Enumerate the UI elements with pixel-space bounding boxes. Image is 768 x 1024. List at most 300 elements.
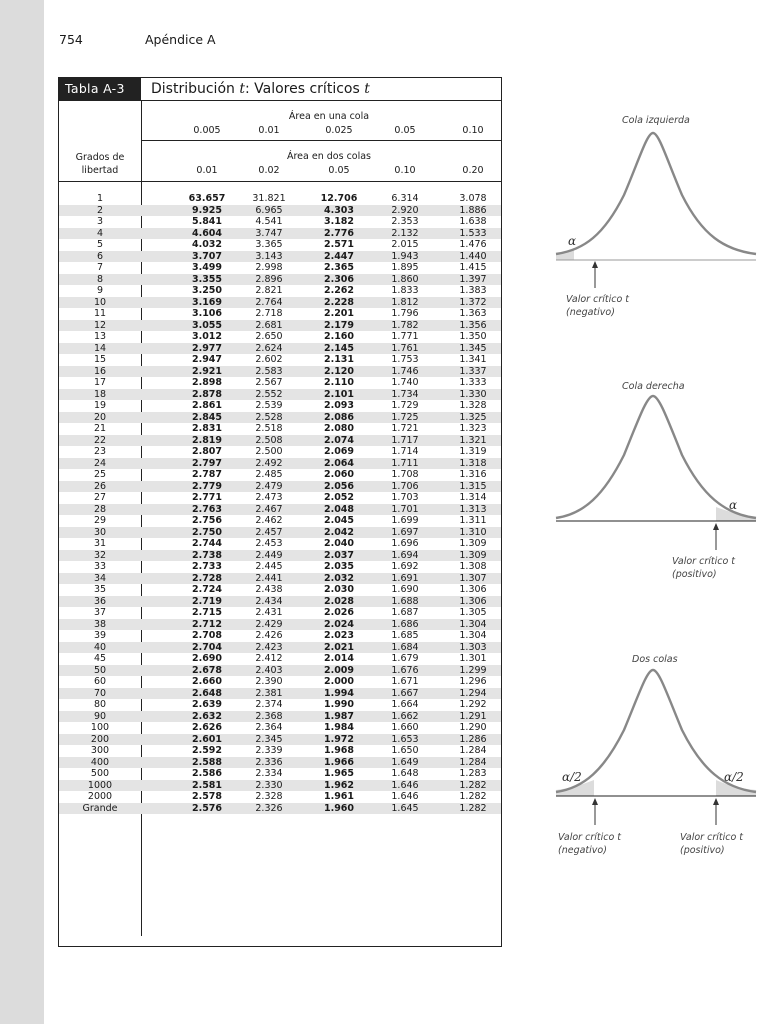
value-cell: 1.284 xyxy=(459,745,487,756)
value-cell: 1.313 xyxy=(459,503,487,515)
one-tail-value: 0.10 xyxy=(462,125,484,136)
value-cell: 1.318 xyxy=(459,457,487,469)
table-row xyxy=(59,550,501,562)
value-cell: 2.690 xyxy=(191,653,223,664)
table-row xyxy=(59,676,501,688)
value-cell: 2.704 xyxy=(191,641,223,653)
right-tail-figure xyxy=(556,381,756,580)
left-tail-arrowhead xyxy=(592,261,598,268)
value-cell: 2.069 xyxy=(323,446,355,457)
two-tail-alpha-left: α/2 xyxy=(562,770,582,784)
value-cell: 2.060 xyxy=(323,469,355,480)
value-cell: 1.301 xyxy=(459,653,487,664)
value-cell: 2.441 xyxy=(255,572,283,584)
df-cell: Grande xyxy=(82,802,118,814)
table-row xyxy=(59,596,501,608)
value-cell: 2.733 xyxy=(191,561,223,572)
value-cell: 2.650 xyxy=(255,331,283,342)
two-tail-right-arrowhead xyxy=(713,798,719,805)
left-tail-caption-2: (negativo) xyxy=(566,307,615,318)
value-cell: 1.290 xyxy=(459,722,487,733)
table-row xyxy=(59,193,501,205)
df-cell: 15 xyxy=(93,354,107,365)
value-cell: 2.921 xyxy=(191,365,223,377)
value-cell: 2.330 xyxy=(255,779,283,791)
value-cell: 1.701 xyxy=(391,503,419,515)
value-cell: 2.426 xyxy=(255,630,283,641)
one-tail-value: 0.05 xyxy=(394,125,416,136)
table-row xyxy=(59,216,501,228)
value-cell: 3.106 xyxy=(191,308,223,319)
value-cell: 1.753 xyxy=(391,354,419,365)
value-cell: 2.306 xyxy=(323,273,355,285)
value-cell: 1.303 xyxy=(459,641,487,653)
value-cell: 1.725 xyxy=(391,411,419,423)
one-tail-value: 0.01 xyxy=(258,125,280,136)
value-cell: 1.686 xyxy=(391,618,419,630)
value-cell: 1.415 xyxy=(459,262,487,273)
value-cell: 2.485 xyxy=(255,469,283,480)
df-cell: 45 xyxy=(93,653,107,664)
value-cell: 1.782 xyxy=(391,319,419,331)
table-row xyxy=(59,446,501,458)
value-cell: 2.040 xyxy=(323,538,355,549)
value-cell: 2.447 xyxy=(323,250,355,262)
table-row xyxy=(59,320,501,332)
value-cell: 4.032 xyxy=(191,239,223,250)
df-cell: 200 xyxy=(90,733,110,745)
value-cell: 2.831 xyxy=(191,423,223,434)
value-cell: 2.719 xyxy=(191,595,223,607)
value-cell: 1.714 xyxy=(391,446,419,457)
table-row xyxy=(59,308,501,320)
value-cell: 1.330 xyxy=(459,388,487,400)
value-cell: 1.440 xyxy=(459,250,487,262)
value-cell: 2.920 xyxy=(391,204,419,216)
value-cell: 2.101 xyxy=(323,388,355,400)
table-row xyxy=(59,205,501,217)
value-cell: 2.632 xyxy=(191,710,223,722)
value-cell: 1.305 xyxy=(459,607,487,618)
df-cell: 21 xyxy=(93,423,107,434)
two-tail-right-caption-1: Valor crítico t xyxy=(680,832,744,843)
value-cell: 2.592 xyxy=(191,745,223,756)
value-cell: 2.581 xyxy=(191,779,223,791)
value-cell: 5.841 xyxy=(191,216,223,227)
value-cell: 1.310 xyxy=(459,526,487,538)
df-cell: 5 xyxy=(96,239,104,250)
table-row xyxy=(59,435,501,447)
value-cell: 12.706 xyxy=(320,193,358,204)
header-bottom-divider xyxy=(59,181,501,182)
value-cell: 2.160 xyxy=(323,331,355,342)
value-cell: 2.145 xyxy=(323,342,355,354)
df-cell: 4 xyxy=(96,227,104,239)
value-cell: 1.706 xyxy=(391,480,419,492)
value-cell: 2.334 xyxy=(255,768,283,779)
value-cell: 6.314 xyxy=(391,193,419,204)
table-row xyxy=(59,423,501,435)
value-cell: 3.169 xyxy=(191,296,223,308)
value-cell: 1.771 xyxy=(391,331,419,342)
value-cell: 1.697 xyxy=(391,526,419,538)
table-row xyxy=(59,412,501,424)
two-tail-value: 0.20 xyxy=(462,165,484,176)
value-cell: 2.578 xyxy=(191,791,223,802)
table-row xyxy=(59,366,501,378)
value-cell: 1.664 xyxy=(391,699,419,710)
value-cell: 2.776 xyxy=(323,227,355,239)
page xyxy=(44,0,768,1024)
table-row xyxy=(59,285,501,297)
value-cell: 2.336 xyxy=(255,756,283,768)
left-tail-caption-1: Valor crítico t xyxy=(566,294,630,305)
df-cell: 33 xyxy=(93,561,107,572)
section-title: Apéndice A xyxy=(145,32,216,47)
value-cell: 2.602 xyxy=(255,354,283,365)
value-cell: 1.984 xyxy=(323,722,355,733)
df-cell: 300 xyxy=(90,745,110,756)
value-cell: 2.132 xyxy=(391,227,419,239)
df-cell: 19 xyxy=(93,400,107,411)
df-cell: 39 xyxy=(93,630,107,641)
value-cell: 2.977 xyxy=(191,342,223,354)
two-tail-figure xyxy=(556,654,756,856)
value-cell: 2.756 xyxy=(191,515,223,526)
table-row xyxy=(59,584,501,596)
value-cell: 1.994 xyxy=(323,687,355,699)
value-cell: 1.721 xyxy=(391,423,419,434)
value-cell: 1.649 xyxy=(391,756,419,768)
value-cell: 2.718 xyxy=(255,308,283,319)
table-row xyxy=(59,331,501,343)
table-row xyxy=(59,228,501,240)
value-cell: 1.660 xyxy=(391,722,419,733)
df-cell: 6 xyxy=(96,250,104,262)
value-cell: 2.807 xyxy=(191,446,223,457)
value-cell: 1.372 xyxy=(459,296,487,308)
value-cell: 1.679 xyxy=(391,653,419,664)
value-cell: 3.365 xyxy=(255,239,283,250)
value-cell: 2.423 xyxy=(255,641,283,653)
table-title: Distribución t: Valores críticos t xyxy=(151,81,370,97)
value-cell: 1.972 xyxy=(323,733,355,745)
value-cell: 1.341 xyxy=(459,354,487,365)
df-cell: 31 xyxy=(93,538,107,549)
value-cell: 1.796 xyxy=(391,308,419,319)
value-cell: 1.860 xyxy=(391,273,419,285)
value-cell: 2.064 xyxy=(323,457,355,469)
value-cell: 2.390 xyxy=(255,676,283,687)
value-cell: 1.987 xyxy=(323,710,355,722)
table-row xyxy=(59,803,501,815)
df-cell: 10 xyxy=(93,296,107,308)
table-row xyxy=(59,377,501,389)
value-cell: 2.552 xyxy=(255,388,283,400)
value-cell: 2.660 xyxy=(191,676,223,687)
value-cell: 2.779 xyxy=(191,480,223,492)
value-cell: 1.699 xyxy=(391,515,419,526)
value-cell: 2.345 xyxy=(255,733,283,745)
df-cell: 16 xyxy=(93,365,107,377)
value-cell: 2.624 xyxy=(255,342,283,354)
df-cell: 14 xyxy=(93,342,107,354)
df-cell: 36 xyxy=(93,595,107,607)
table-row xyxy=(59,274,501,286)
table-tag: Tabla A-3 xyxy=(59,78,141,100)
value-cell: 3.143 xyxy=(255,250,283,262)
value-cell: 2.764 xyxy=(255,296,283,308)
right-tail-curve xyxy=(556,396,756,518)
value-cell: 3.707 xyxy=(191,250,223,262)
value-cell: 2.586 xyxy=(191,768,223,779)
value-cell: 2.567 xyxy=(255,377,283,388)
table-row xyxy=(59,492,501,504)
table-row xyxy=(59,538,501,550)
table-row xyxy=(59,768,501,780)
value-cell: 2.453 xyxy=(255,538,283,549)
df-cell: 80 xyxy=(93,699,107,710)
value-cell: 2.821 xyxy=(255,285,283,296)
table-row xyxy=(59,389,501,401)
df-cell: 1000 xyxy=(87,779,113,791)
distribution-figures xyxy=(504,100,768,900)
left-tail-figure xyxy=(556,115,756,318)
one-tail-value: 0.025 xyxy=(325,125,353,136)
df-cell: 26 xyxy=(93,480,107,492)
value-cell: 3.499 xyxy=(191,262,223,273)
value-cell: 1.286 xyxy=(459,733,487,745)
df-cell: 13 xyxy=(93,331,107,342)
one-tail-value: 0.005 xyxy=(193,125,221,136)
value-cell: 1.895 xyxy=(391,262,419,273)
value-cell: 1.308 xyxy=(459,561,487,572)
table-row xyxy=(59,504,501,516)
value-cell: 2.438 xyxy=(255,584,283,595)
table-row xyxy=(59,722,501,734)
value-cell: 2.086 xyxy=(323,411,355,423)
table-row xyxy=(59,515,501,527)
value-cell: 1.350 xyxy=(459,331,487,342)
value-cell: 2.131 xyxy=(323,354,355,365)
two-tail-alpha-right: α/2 xyxy=(724,770,744,784)
right-tail-title: Cola derecha xyxy=(622,381,685,392)
table-row xyxy=(59,573,501,585)
value-cell: 1.383 xyxy=(459,285,487,296)
value-cell: 1.694 xyxy=(391,549,419,561)
df-cell: 2 xyxy=(96,204,104,216)
value-cell: 2.052 xyxy=(323,492,355,503)
value-cell: 2.539 xyxy=(255,400,283,411)
table-row xyxy=(59,262,501,274)
value-cell: 2.412 xyxy=(255,653,283,664)
value-cell: 2.120 xyxy=(323,365,355,377)
df-cell: 50 xyxy=(93,664,107,676)
value-cell: 2.998 xyxy=(255,262,283,273)
value-cell: 2.744 xyxy=(191,538,223,549)
value-cell: 2.681 xyxy=(255,319,283,331)
value-cell: 2.026 xyxy=(323,607,355,618)
value-cell: 1.708 xyxy=(391,469,419,480)
value-cell: 1.690 xyxy=(391,584,419,595)
two-tail-value: 0.01 xyxy=(196,165,218,176)
value-cell: 1.316 xyxy=(459,469,487,480)
table-row xyxy=(59,630,501,642)
df-cell: 9 xyxy=(96,285,104,296)
value-cell: 2.021 xyxy=(323,641,355,653)
table-title-bar xyxy=(59,78,501,101)
value-cell: 2.588 xyxy=(191,756,223,768)
df-cell: 60 xyxy=(93,676,107,687)
value-cell: 2.449 xyxy=(255,549,283,561)
value-cell: 1.345 xyxy=(459,342,487,354)
value-cell: 1.746 xyxy=(391,365,419,377)
value-cell: 1.306 xyxy=(459,595,487,607)
df-cell: 2000 xyxy=(87,791,113,802)
df-cell: 29 xyxy=(93,515,107,526)
value-cell: 2.462 xyxy=(255,515,283,526)
right-tail-arrowhead xyxy=(713,523,719,530)
two-tail-left-arrowhead xyxy=(592,798,598,805)
value-cell: 1.691 xyxy=(391,572,419,584)
value-cell: 2.326 xyxy=(255,802,283,814)
table-row xyxy=(59,757,501,769)
value-cell: 1.692 xyxy=(391,561,419,572)
value-cell: 2.715 xyxy=(191,607,223,618)
df-cell: 32 xyxy=(93,549,107,561)
table-row xyxy=(59,607,501,619)
value-cell: 1.294 xyxy=(459,687,487,699)
value-cell: 2.576 xyxy=(191,802,223,814)
value-cell: 1.476 xyxy=(459,239,487,250)
value-cell: 2.896 xyxy=(255,273,283,285)
table-row xyxy=(59,791,501,803)
value-cell: 2.110 xyxy=(323,377,355,388)
value-cell: 1.325 xyxy=(459,411,487,423)
value-cell: 1.283 xyxy=(459,768,487,779)
value-cell: 2.771 xyxy=(191,492,223,503)
value-cell: 1.356 xyxy=(459,319,487,331)
value-cell: 2.787 xyxy=(191,469,223,480)
value-cell: 2.648 xyxy=(191,687,223,699)
value-cell: 1.990 xyxy=(323,699,355,710)
value-cell: 1.943 xyxy=(391,250,419,262)
value-cell: 2.431 xyxy=(255,607,283,618)
value-cell: 2.626 xyxy=(191,722,223,733)
value-cell: 2.374 xyxy=(255,699,283,710)
two-tail-right-caption-2: (positivo) xyxy=(680,845,725,856)
value-cell: 2.056 xyxy=(323,480,355,492)
value-cell: 3.747 xyxy=(255,227,283,239)
value-cell: 1.638 xyxy=(459,216,487,227)
value-cell: 1.960 xyxy=(323,802,355,814)
value-cell: 1.696 xyxy=(391,538,419,549)
value-cell: 2.845 xyxy=(191,411,223,423)
table-row xyxy=(59,458,501,470)
value-cell: 1.886 xyxy=(459,204,487,216)
value-cell: 1.292 xyxy=(459,699,487,710)
value-cell: 1.966 xyxy=(323,756,355,768)
value-cell: 2.042 xyxy=(323,526,355,538)
value-cell: 2.201 xyxy=(323,308,355,319)
value-cell: 1.662 xyxy=(391,710,419,722)
df-cell: 90 xyxy=(93,710,107,722)
value-cell: 1.687 xyxy=(391,607,419,618)
table-row xyxy=(59,711,501,723)
value-cell: 3.012 xyxy=(191,331,223,342)
value-cell: 2.080 xyxy=(323,423,355,434)
value-cell: 4.604 xyxy=(191,227,223,239)
value-cell: 31.821 xyxy=(252,193,286,204)
value-cell: 1.676 xyxy=(391,664,419,676)
value-cell: 1.688 xyxy=(391,595,419,607)
value-cell: 2.045 xyxy=(323,515,355,526)
value-cell: 2.500 xyxy=(255,446,283,457)
value-cell: 1.363 xyxy=(459,308,487,319)
value-cell: 1.740 xyxy=(391,377,419,388)
df-label: Grados de libertad xyxy=(75,152,125,176)
value-cell: 2.712 xyxy=(191,618,223,630)
value-cell: 9.925 xyxy=(191,204,223,216)
table-row xyxy=(59,561,501,573)
value-cell: 1.533 xyxy=(459,227,487,239)
df-cell: 37 xyxy=(93,607,107,618)
value-cell: 1.717 xyxy=(391,434,419,446)
value-cell: 2.093 xyxy=(323,400,355,411)
two-tail-left-caption-1: Valor crítico t xyxy=(558,832,622,843)
df-cell: 38 xyxy=(93,618,107,630)
value-cell: 2.009 xyxy=(323,664,355,676)
page-header xyxy=(59,32,216,47)
value-cell: 1.397 xyxy=(459,273,487,285)
table-row xyxy=(59,239,501,251)
df-cell: 12 xyxy=(93,319,107,331)
table-row xyxy=(59,297,501,309)
value-cell: 1.648 xyxy=(391,768,419,779)
value-cell: 2.445 xyxy=(255,561,283,572)
df-cell: 35 xyxy=(93,584,107,595)
value-cell: 2.708 xyxy=(191,630,223,641)
value-cell: 2.467 xyxy=(255,503,283,515)
value-cell: 2.023 xyxy=(323,630,355,641)
df-cell: 25 xyxy=(93,469,107,480)
value-cell: 1.282 xyxy=(459,791,487,802)
value-cell: 2.492 xyxy=(255,457,283,469)
value-cell: 2.728 xyxy=(191,572,223,584)
table-row xyxy=(59,527,501,539)
value-cell: 2.048 xyxy=(323,503,355,515)
value-cell: 2.601 xyxy=(191,733,223,745)
value-cell: 1.703 xyxy=(391,492,419,503)
value-cell: 4.541 xyxy=(255,216,283,227)
table-row xyxy=(59,734,501,746)
df-cell: 18 xyxy=(93,388,107,400)
value-cell: 2.508 xyxy=(255,434,283,446)
value-cell: 1.299 xyxy=(459,664,487,676)
value-cell: 1.309 xyxy=(459,538,487,549)
value-cell: 3.182 xyxy=(323,216,355,227)
table-row xyxy=(59,642,501,654)
value-cell: 2.583 xyxy=(255,365,283,377)
two-tail-left-caption-2: (negativo) xyxy=(558,845,607,856)
value-cell: 2.639 xyxy=(191,699,223,710)
value-cell: 2.724 xyxy=(191,584,223,595)
value-cell: 1.304 xyxy=(459,630,487,641)
value-cell: 2.738 xyxy=(191,549,223,561)
df-cell: 500 xyxy=(90,768,110,779)
header-divider xyxy=(141,140,501,141)
value-cell: 1.321 xyxy=(459,434,487,446)
